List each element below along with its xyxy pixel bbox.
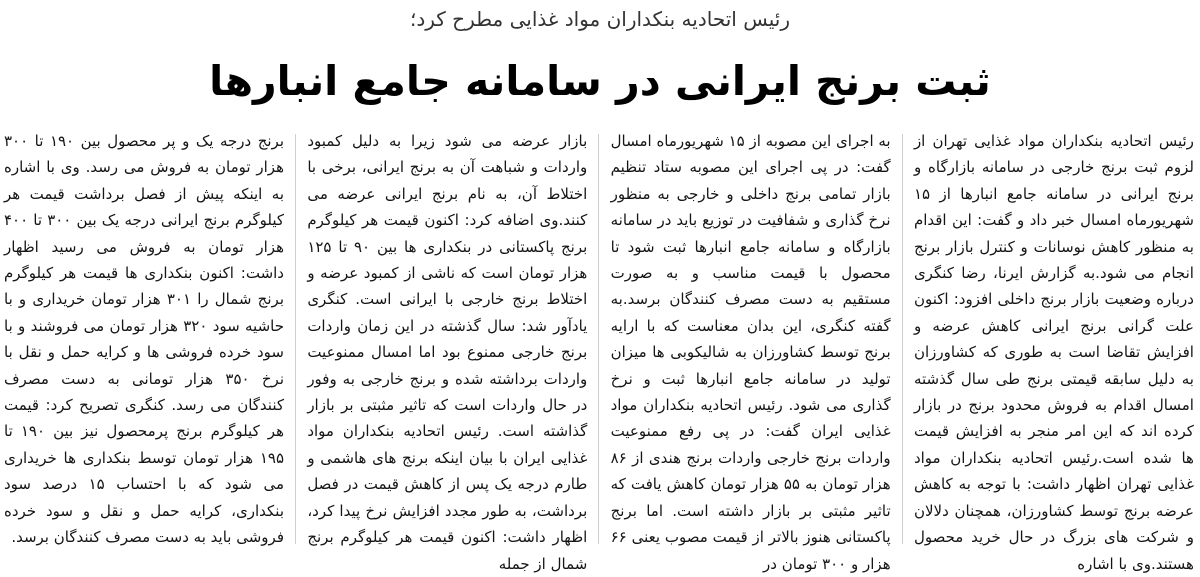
article-kicker: رئیس اتحادیه بنکداران مواد غذایی مطرح کرد؛ [410,7,790,31]
column-1-text: رئیس اتحادیه بنکداران مواد غذایی تهران از لزوم ثبت برنج خارجی در سامانه بازارگاه و برنج ایرانی در سامانه جامع انبارها از ۱۵ شهریورماه امسال خبر داد و گفت: این اقدام به منظور کاهش نوسانات و کنترل بازار برنج انجام می شود.به گزارش ایرنا، رضا کنگری درباره وضعیت بازار برنج داخلی افزود: اکنون علت گرانی برنج ایرانی کاهش عرضه و افزایش تقاضا است به طوری که کشاورزان به دلیل سابقه قیمتی برنج طی سال گذشته امسال اقدام به فروش محدود برنج در بازار کرده اند که این امر منجر به افزایش قیمت ها شده است.رئیس اتحادیه بنکداران مواد غذایی تهران اظهار داشت: با توجه به کاهش عرضه برنج توسط کشاورزان، همچنان دلالان و شرکت های بزرگ در حال خرید محصول هستند.وی با اشاره [913,132,1194,573]
column-divider [598,134,599,544]
article-headline: ثبت برنج ایرانی در سامانه جامع انبارها [209,57,991,105]
column-4-text: برنج درجه یک و پر محصول بین ۱۹۰ تا ۳۰۰ هزار تومان به فروش می رسد. وی با اشاره به اینکه پیش از فصل برداشت قیمت هر کیلوگرم برنج ایرانی درجه یک بین ۳۰۰ تا ۴۰۰ هزار تومان به فروش می رسید اظهار داشت: اکنون بنکداری ها قیمت هر کیلوگرم برنج شمال را ۳۰۱ هزار تومان خریداری و با حاشیه سود ۳۲۰ هزار تومان می فروشند و با سود خرده فروشی ها و کرایه حمل و نقل با نرخ ۳۵۰ هزار تومانی به دست مصرف کنندگان می رسد. کنگری تصریح کرد: قیمت هر کیلوگرم برنج پرمحصول نیز بین ۱۹۰ تا ۱۹۵ هزار تومان توسط بنکداری ها خریداری می شود که با احتساب ۱۵ درصد سود بنکداری، کرایه حمل و نقل و سود خرده فروشی باید به دست مصرف کنندگان برسد. [4,132,284,547]
column-divider [902,134,903,544]
text-column-2 [610,128,891,573]
column-2-text: به اجرای این مصوبه از ۱۵ شهریورماه امسال گفت: در پی اجرای این مصوبه ستاد تنظیم بازار تمامی برنج داخلی و خارجی به منظور نرخ گذاری و شفافیت در توزیع باید در سامانه بازارگاه و سامانه جامع انبارها ثبت شود تا محصول با قیمت مناسب و به صورت مستقیم به دست مصرف کنندگان برسد.به گفته کنگری، این بدان معناست که با ارایه برنج توسط کشاورزان به شالیکوبی ها میزان تولید در سامانه جامع انبارها ثبت و نرخ گذاری می شود. رئیس اتحادیه بنکداران مواد غذایی ایران گفت: در پی رفع ممنوعیت واردات برنج خارجی واردات برنج هندی از ۸۶ هزار تومان به ۵۵ هزار تومان کاهش یافت که تاثیر مثبتی بر بازار داشته است. اما برنج پاکستانی هنوز بالاتر از قیمت مصوب یعنی ۶۶ هزار و ۳۰۰ تومان در [610,132,891,573]
text-column-1 [913,128,1194,573]
column-divider [295,134,296,544]
article-body [4,128,1194,573]
column-3-text: بازار عرضه می شود زیرا به دلیل کمبود واردات و شباهت آن به برنج ایرانی، برخی با اختلاط آن، به نام برنج ایرانی عرضه می کنند.وی اضافه کرد: اکنون قیمت هر کیلوگرم برنج پاکستانی در بنکداری ها بین ۹۰ تا ۱۲۵ هزار تومان است که ناشی از کمبود عرضه و اختلاط برنج خارجی با ایرانی است. کنگری یادآور شد: سال گذشته در این زمان واردات برنج خارجی ممنوع بود اما امسال ممنوعیت واردات برداشته شده و برنج خارجی به وفور در حال واردات است که تاثیر مثبتی بر بازار گذاشته است. رئیس اتحادیه بنکداران مواد غذایی ایران با بیان اینکه برنج های هاشمی و طارم درجه یک پس از کاهش قیمت در فصل برداشت، به طور مجدد افزایش نرخ پیدا کرد، اظهار داشت: اکنون قیمت هر کیلوگرم برنج شمال از جمله [307,132,588,573]
text-column-4 [4,128,284,552]
text-column-3 [307,128,588,573]
